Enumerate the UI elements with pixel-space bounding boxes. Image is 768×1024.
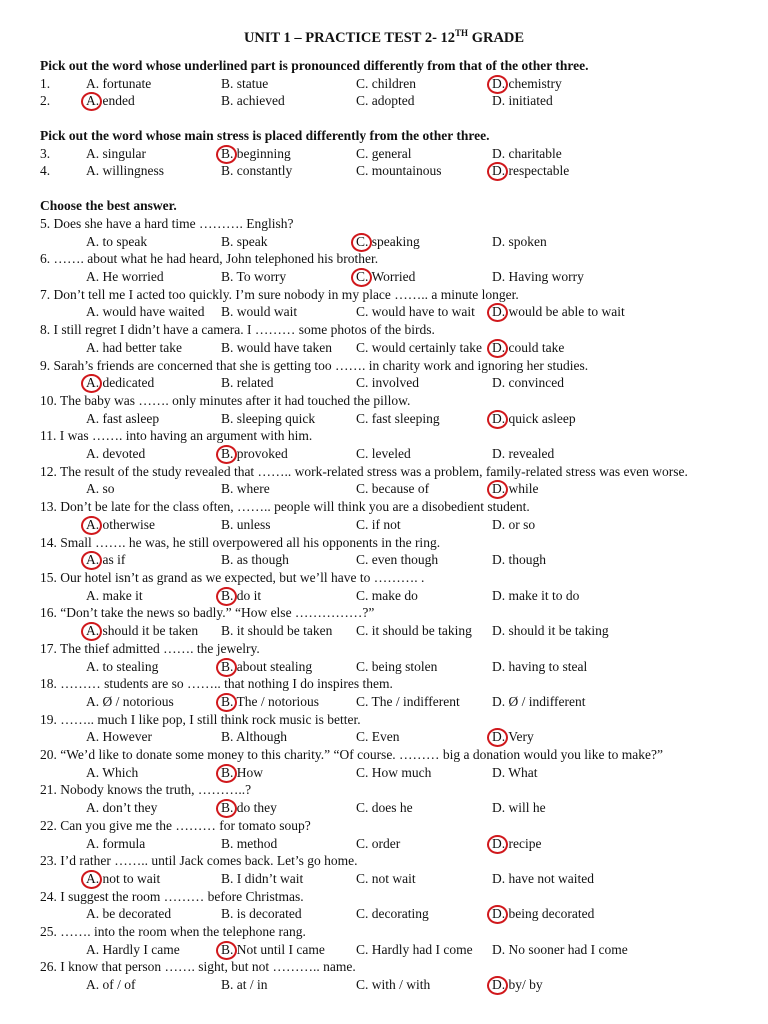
stem-text: 20. “We’d like to donate some money to this charity.” “Of course. ……… big a donation would you like to make?” (40, 747, 664, 762)
options-row (0, 552, 768, 569)
option-a[interactable]: A. devoted (86, 446, 146, 461)
option-b[interactable]: B. do they (221, 800, 277, 815)
option-c[interactable]: C. make do (356, 588, 418, 603)
option-a[interactable]: A. fast asleep (86, 411, 160, 426)
option-a[interactable]: A. dedicated (86, 375, 155, 390)
option-b[interactable]: B. is decorated (221, 906, 302, 921)
option-d[interactable]: D. while (492, 481, 539, 496)
stem-text: 25. ……. into the room when the telephone rang. (40, 924, 306, 939)
option-d[interactable]: D. have not waited (492, 871, 594, 886)
question-number: 2. (40, 93, 51, 108)
options-row (0, 446, 768, 463)
option-c[interactable]: C. because of (356, 481, 430, 496)
stem-text: 9. Sarah’s friends are concerned that she is getting too ……. in charity work and ignoring her studies. (40, 358, 589, 373)
option-b[interactable]: B. speak (221, 234, 268, 249)
option-c[interactable]: C. would have to wait (356, 304, 475, 319)
options-row (0, 163, 768, 180)
stem-text: 21. Nobody knows the truth, ………..? (40, 782, 252, 797)
option-d[interactable]: D. convinced (492, 375, 564, 390)
option-a[interactable]: A. fortunate (86, 76, 152, 91)
options-row (0, 411, 768, 428)
option-d[interactable]: D. chemistry (492, 76, 562, 91)
section-heading: Pick out the word whose main stress is placed differently from the other three. (40, 128, 490, 143)
question-stem (0, 535, 768, 552)
option-b[interactable]: B. Not until I came (221, 942, 325, 957)
stem-text: 22. Can you give me the ……… for tomato soup? (40, 818, 311, 833)
option-d[interactable]: D. or so (492, 517, 536, 532)
option-a[interactable]: A. had better take (86, 340, 182, 355)
option-b[interactable]: B. constantly (221, 163, 293, 178)
option-a[interactable]: A. should it be taken (86, 623, 199, 638)
question-stem (0, 924, 768, 941)
option-c[interactable]: C. general (356, 146, 412, 161)
option-a[interactable]: A. However (86, 729, 152, 744)
option-a[interactable]: A. He worried (86, 269, 164, 284)
option-a[interactable]: A. ended (86, 93, 135, 108)
stem-text: 12. The result of the study revealed that …….. work-related stress was a problem, family-related stress was even worse. (40, 464, 688, 479)
question-stem (0, 287, 768, 304)
option-b[interactable]: B. The / notorious (221, 694, 320, 709)
option-c[interactable]: C. adopted (356, 93, 415, 108)
options-row (0, 76, 768, 93)
stem-text: 26. I know that person ……. sight, but not ……….. name. (40, 959, 356, 974)
page-title: UNIT 1 – PRACTICE TEST 2- 12TH GRADE (243, 28, 525, 46)
option-a[interactable]: A. Ø / notorious (86, 694, 174, 709)
option-d[interactable]: D. spoken (492, 234, 547, 249)
option-c[interactable]: C. if not (356, 517, 401, 532)
option-c[interactable]: C. decorating (356, 906, 429, 921)
option-c[interactable]: C. children (356, 76, 416, 91)
option-d[interactable]: D. would be able to wait (492, 304, 625, 319)
option-c[interactable]: C. with / with (356, 977, 431, 992)
options-row (0, 729, 768, 746)
option-a[interactable]: A. formula (86, 836, 146, 851)
stem-text: 24. I suggest the room ……… before Christmas. (40, 889, 304, 904)
option-b[interactable]: B. it should be taken (221, 623, 333, 638)
option-b[interactable]: B. I didn’t wait (221, 871, 304, 886)
option-d[interactable]: D. will he (492, 800, 546, 815)
options-row (0, 93, 768, 110)
option-b[interactable]: B. method (221, 836, 278, 851)
option-a[interactable]: A. so (86, 481, 115, 496)
options-row (0, 623, 768, 640)
option-a[interactable]: A. to stealing (86, 659, 159, 674)
options-row (0, 517, 768, 534)
stem-text: 15. Our hotel isn’t as grand as we expected, but we’ll have to ………. . (40, 570, 425, 585)
option-a[interactable]: A. Hardly I came (86, 942, 180, 957)
question-stem (0, 570, 768, 587)
stem-text: 6. ……. about what he had heard, John telephoned his brother. (40, 251, 379, 266)
option-c[interactable]: C. even though (356, 552, 439, 567)
option-b[interactable]: B. statue (221, 76, 269, 91)
options-row (0, 269, 768, 286)
option-d[interactable]: D. should it be taking (492, 623, 609, 638)
option-c[interactable]: C. being stolen (356, 659, 438, 674)
options-row (0, 234, 768, 251)
option-c[interactable]: C. not wait (356, 871, 416, 886)
stem-text: 5. Does she have a hard time ………. English? (40, 216, 294, 231)
option-c[interactable]: C. mountainous (356, 163, 442, 178)
option-b[interactable]: B. where (221, 481, 270, 496)
options-row (0, 481, 768, 498)
options-row (0, 977, 768, 994)
option-b[interactable]: B. would have taken (221, 340, 332, 355)
options-row (0, 836, 768, 853)
option-b[interactable]: B. do it (221, 588, 262, 603)
option-d[interactable]: D. What (492, 765, 538, 780)
question-stem (0, 322, 768, 339)
option-d[interactable]: D. quick asleep (492, 411, 576, 426)
option-a[interactable]: A. Which (86, 765, 139, 780)
option-a[interactable]: A. would have waited (86, 304, 205, 319)
question-number: 3. (40, 146, 51, 161)
option-b[interactable]: B. as though (221, 552, 289, 567)
options-row (0, 304, 768, 321)
question-stem (0, 464, 768, 481)
option-a[interactable]: A. be decorated (86, 906, 172, 921)
option-a[interactable]: A. not to wait (86, 871, 161, 886)
stem-text: 8. I still regret I didn’t have a camera. I ……… some photos of the birds. (40, 322, 435, 337)
question-stem (0, 712, 768, 729)
option-b[interactable]: B. at / in (221, 977, 268, 992)
question-stem (0, 393, 768, 410)
option-c[interactable]: C. How much (356, 765, 432, 780)
options-row (0, 588, 768, 605)
stem-text: 16. “Don’t take the news so badly.” “How else ……………?” (40, 605, 375, 620)
option-b[interactable]: B. about stealing (221, 659, 313, 674)
question-stem (0, 641, 768, 658)
option-d[interactable]: D. though (492, 552, 546, 567)
option-c[interactable]: C. leveled (356, 446, 411, 461)
option-c[interactable]: C. Hardly had I come (356, 942, 473, 957)
stem-text: 13. Don’t be late for the class often, …….. people will think you are a disobedient student. (40, 499, 530, 514)
question-stem (0, 216, 768, 233)
option-c[interactable]: C. order (356, 836, 401, 851)
option-a[interactable]: A. willingness (86, 163, 165, 178)
option-b[interactable]: B. How (221, 765, 264, 780)
option-a[interactable]: A. singular (86, 146, 146, 161)
question-stem (0, 676, 768, 693)
question-stem (0, 747, 768, 764)
question-stem (0, 428, 768, 445)
option-c[interactable]: C. speaking (356, 234, 420, 249)
options-row (0, 800, 768, 817)
question-stem (0, 959, 768, 976)
question-number: 1. (40, 76, 51, 91)
option-d[interactable]: D. charitable (492, 146, 562, 161)
option-a[interactable]: A. of / of (86, 977, 136, 992)
option-b[interactable]: B. related (221, 375, 274, 390)
option-d[interactable]: D. could take (492, 340, 565, 355)
option-c[interactable]: C. does he (356, 800, 413, 815)
option-b[interactable]: B. beginning (221, 146, 291, 161)
option-d[interactable]: D. Ø / indifferent (492, 694, 586, 709)
question-stem (0, 818, 768, 835)
option-c[interactable]: C. The / indifferent (356, 694, 460, 709)
question-stem (0, 499, 768, 516)
option-b[interactable]: B. would wait (221, 304, 298, 319)
options-row (0, 906, 768, 923)
stem-text: 7. Don’t tell me I acted too quickly. I’m sure nobody in my place …….. a minute longer. (40, 287, 519, 302)
options-row (0, 694, 768, 711)
option-d[interactable]: D. make it to do (492, 588, 580, 603)
option-b[interactable]: B. unless (221, 517, 271, 532)
option-b[interactable]: B. achieved (221, 93, 285, 108)
stem-text: 23. I’d rather …….. until Jack comes back. Let’s go home. (40, 853, 358, 868)
stem-text: 19. …….. much I like pop, I still think rock music is better. (40, 712, 361, 727)
option-a[interactable]: A. otherwise (86, 517, 155, 532)
option-c[interactable]: C. it should be taking (356, 623, 472, 638)
option-c[interactable]: C. Even (356, 729, 400, 744)
stem-text: 14. Small ……. he was, he still overpowered all his opponents in the ring. (40, 535, 441, 550)
option-b[interactable]: B. sleeping quick (221, 411, 316, 426)
option-d[interactable]: D. having to steal (492, 659, 588, 674)
option-d[interactable]: D. being decorated (492, 906, 595, 921)
option-a[interactable]: A. don’t they (86, 800, 158, 815)
option-a[interactable]: A. as if (86, 552, 126, 567)
option-c[interactable]: C. fast sleeping (356, 411, 440, 426)
option-d[interactable]: D. Having worry (492, 269, 584, 284)
section-heading: Pick out the word whose underlined part is pronounced differently from that of the other three. (40, 58, 589, 73)
options-row (0, 942, 768, 959)
stem-text: 17. The thief admitted ……. the jewelry. (40, 641, 260, 656)
options-row (0, 765, 768, 782)
option-c[interactable]: C. would certainly take (356, 340, 482, 355)
option-d[interactable]: D. No sooner had I come (492, 942, 628, 957)
option-b[interactable]: B. To worry (221, 269, 287, 284)
options-row (0, 375, 768, 392)
option-b[interactable]: B. Although (221, 729, 288, 744)
option-c[interactable]: C. involved (356, 375, 419, 390)
option-c[interactable]: C. Worried (356, 269, 416, 284)
option-d[interactable]: D. recipe (492, 836, 542, 851)
stem-text: 18. ……… students are so …….. that nothing I do inspires them. (40, 676, 393, 691)
stem-text: 11. I was ……. into having an argument with him. (40, 428, 313, 443)
question-stem (0, 889, 768, 906)
option-d[interactable]: D. by/ by (492, 977, 543, 992)
option-a[interactable]: A. make it (86, 588, 143, 603)
question-number: 4. (40, 163, 51, 178)
option-b[interactable]: B. provoked (221, 446, 288, 461)
stem-text: 10. The baby was ……. only minutes after it had touched the pillow. (40, 393, 411, 408)
options-row (0, 871, 768, 888)
question-stem (0, 251, 768, 268)
question-stem (0, 853, 768, 870)
option-a[interactable]: A. to speak (86, 234, 148, 249)
option-d[interactable]: D. respectable (492, 163, 570, 178)
question-stem (0, 605, 768, 622)
option-d[interactable]: D. Very (492, 729, 534, 744)
option-d[interactable]: D. initiated (492, 93, 553, 108)
option-d[interactable]: D. revealed (492, 446, 555, 461)
question-stem (0, 358, 768, 375)
options-row (0, 146, 768, 163)
options-row (0, 340, 768, 357)
options-row (0, 659, 768, 676)
question-stem (0, 782, 768, 799)
section-heading: Choose the best answer. (40, 198, 177, 213)
